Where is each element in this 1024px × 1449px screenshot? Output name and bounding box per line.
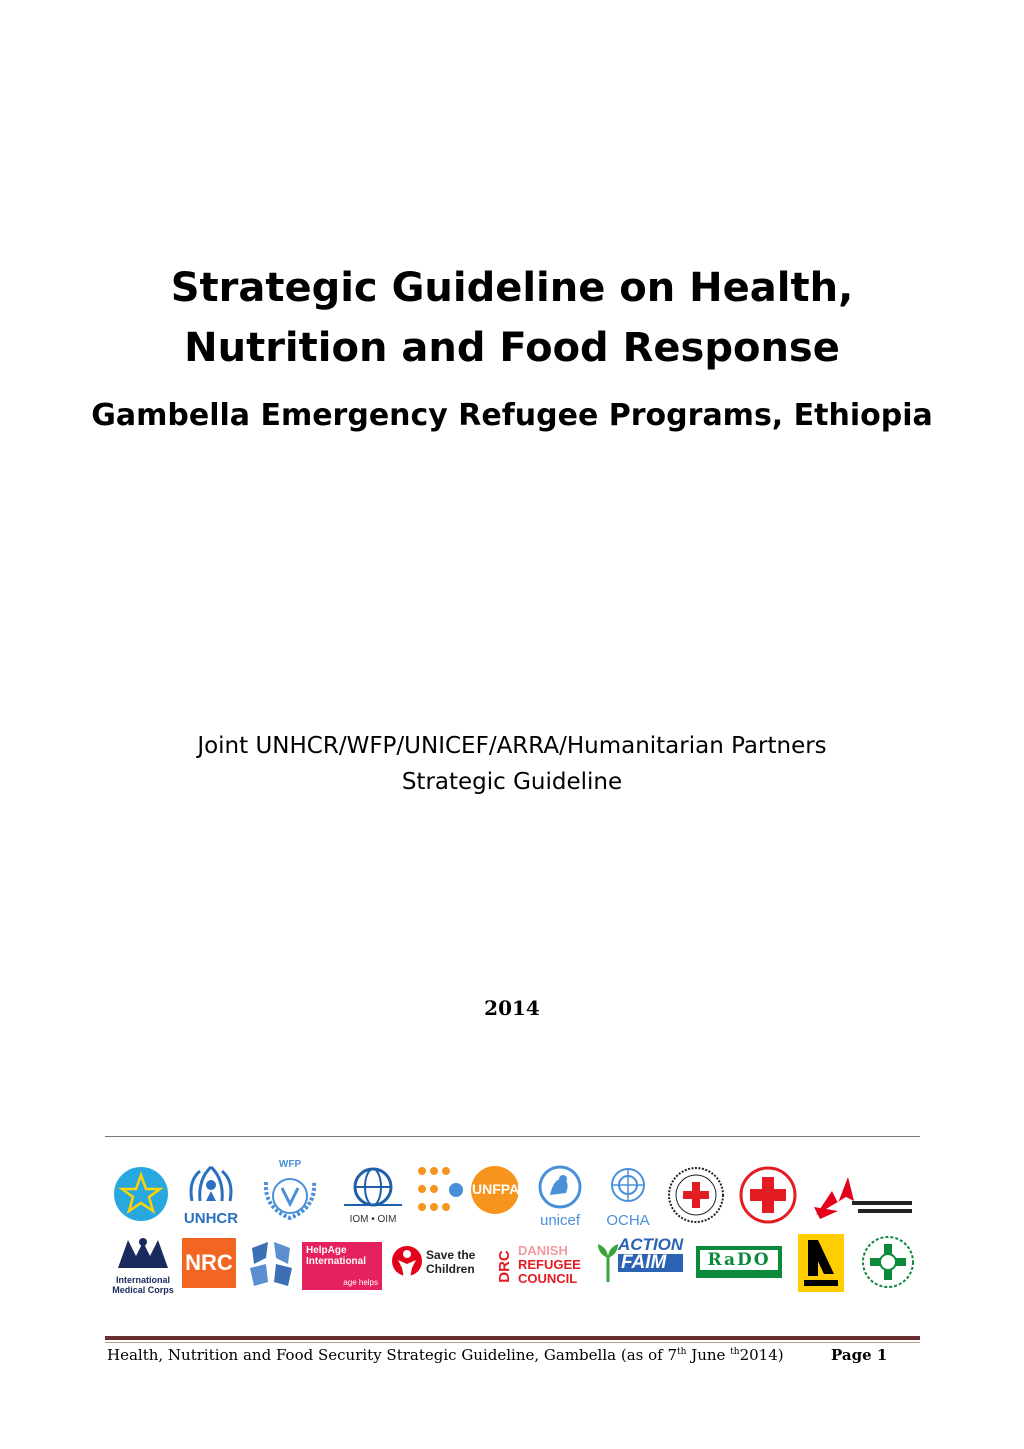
ethiopia-emblem-logo (112, 1165, 170, 1223)
drc-side-label: DRC (495, 1250, 513, 1283)
danish-refugee-council-logo (495, 1243, 584, 1290)
red-cross-logo (738, 1165, 798, 1225)
footer-sup-1: th (677, 1347, 687, 1357)
drc-label-line-3: COUNCIL (518, 1271, 578, 1286)
imc-label-line-1: International (115, 1275, 170, 1285)
unfpa-logo (414, 1163, 518, 1223)
footer-text-a: Health, Nutrition and Food Security Strategic Guideline, Gambella (as of 7 (107, 1346, 677, 1364)
hands-partner-logo (246, 1238, 296, 1290)
drc-label-line-2: REFUGEE (518, 1257, 581, 1272)
joint-line-2: Strategic Guideline (401, 769, 623, 795)
title-line-1: Strategic Guideline on Health, (170, 265, 854, 311)
unicef-logo (530, 1165, 590, 1227)
green-cross-ngo-logo (860, 1234, 916, 1290)
acf-label-line-2: FAIM (618, 1254, 683, 1272)
rado-label: RaDO (700, 1250, 778, 1270)
joint-guideline-heading (0, 728, 1024, 800)
imc-emblem-icon (112, 1236, 174, 1270)
save-the-children-figure-icon (390, 1244, 424, 1284)
iom-logo (340, 1165, 406, 1227)
page-number: Page 1 (831, 1346, 888, 1364)
imc-label-line-2: Medical Corps (112, 1285, 174, 1295)
title-line-2: Nutrition and Food Response (184, 325, 840, 371)
footer-text-b: June (686, 1346, 731, 1364)
ocha-label: OCHA (606, 1212, 650, 1229)
helpage-tagline: age helps (343, 1278, 378, 1287)
action-contre-la-faim-logo (596, 1236, 686, 1290)
unicef-globe-icon (530, 1165, 590, 1209)
helpage-label-line-1: HelpAge (306, 1245, 347, 1256)
iom-globe-icon (340, 1165, 406, 1209)
red-cross-society-logo (666, 1165, 726, 1225)
un-emblem-icon (600, 1165, 656, 1207)
unhcr-hands-icon (178, 1163, 244, 1207)
joint-line-1: Joint UNHCR/WFP/UNICEF/ARRA/Humanitarian Partners (197, 733, 827, 759)
unhcr-label: UNHCR (183, 1210, 239, 1227)
footer-sup-2: th (730, 1347, 740, 1357)
nrc-logo: NRC (182, 1238, 236, 1288)
helpage-label-line-2: International (306, 1256, 367, 1267)
ocha-logo (600, 1165, 656, 1227)
unfpa-label: UNFPA (472, 1181, 520, 1197)
international-medical-corps-logo (112, 1236, 174, 1294)
save-the-children-label-line-2: Children (426, 1262, 475, 1276)
helpage-international-logo (302, 1242, 382, 1290)
footer-rule-thin (105, 1342, 920, 1343)
wfp-wreath-icon (258, 1170, 322, 1222)
wfp-logo (258, 1159, 322, 1223)
logo-divider-top (105, 1136, 920, 1137)
footer-text (107, 1346, 784, 1364)
acf-plant-icon (596, 1242, 620, 1282)
footer-rule-thick (105, 1336, 920, 1340)
msf-logo (808, 1171, 916, 1223)
partner-logos-row-1 (108, 1159, 918, 1229)
footer-text-c: 2014) (739, 1346, 784, 1364)
irc-logo (798, 1234, 844, 1292)
acf-label-line-1: ACTION (618, 1235, 684, 1254)
document-title (0, 258, 1024, 378)
drc-label-line-1: DANISH (518, 1243, 568, 1258)
partner-logos-row-2 (108, 1232, 918, 1294)
document-year: 2014 (484, 996, 540, 1020)
wfp-label: WFP (278, 1159, 302, 1170)
unhcr-logo (178, 1163, 244, 1227)
document-subtitle: Gambella Emergency Refugee Programs, Ethiopia (91, 398, 933, 433)
save-the-children-logo (390, 1244, 490, 1288)
iom-label: IOM • OIM (349, 1214, 397, 1225)
save-the-children-label-line-1: Save the (426, 1248, 476, 1262)
rado-logo (696, 1246, 782, 1278)
unicef-label: unicef (539, 1212, 581, 1229)
